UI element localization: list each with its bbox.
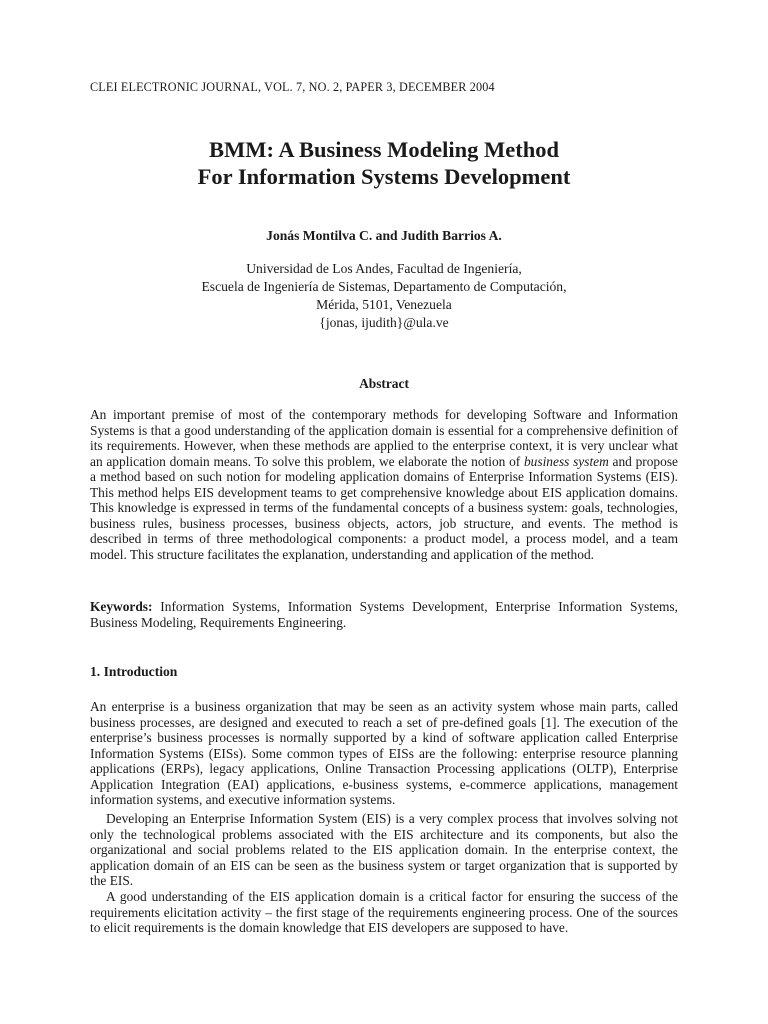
- intro-paragraph-1: An enterprise is a business organization that may be seen as an activity system whose main parts, called business processes, are designed and executed to reach a set of pre-defined goals [1]. The execution of the enterprise’s business processes is normally supported by a kind of software application called Enterprise Information Systems (EISs). Some common types of EISs are the following: enterprise resource planning applications (ERPs), legacy applications, Online Transaction Processing applications (OLTP), Enterprise Application Integration (EAI) applications, e-business systems, e-commerce applications, management information systems, and executive information systems.: [90, 699, 678, 807]
- paper-title-line-1: BMM: A Business Modeling Method: [208, 137, 560, 162]
- abstract-text-before: An important premise of most of the contemporary methods for developing Software and Information Systems is that a good understanding of the application domain is essential for a comprehensive definition of its requirements. However, when these methods are applied to the enterprise context, it is very unclear what an application domain means. To solve this problem, we elaborate the notion of: [90, 407, 678, 469]
- section-heading-introduction: 1. Introduction: [90, 664, 178, 679]
- abstract-body: [90, 407, 678, 562]
- intro-paragraph-3: A good understanding of the EIS application domain is a critical factor for ensuring the success of the requirements elicitation activity – the first stage of the requirements engineering process. One of the sources to elicit requirements is the domain knowledge that EIS developers are supposed to have.: [90, 889, 678, 935]
- affiliation-line-1: Universidad de Los Andes, Facultad de Ingeniería,: [246, 261, 522, 276]
- affiliation-line-2: Escuela de Ingeniería de Sistemas, Departamento de Computación,: [201, 279, 567, 294]
- intro-paragraph-2: Developing an Enterprise Information System (EIS) is a very complex process that involves solving not only the technological problems associated with the EIS architecture and its components, but also the organizational and social problems related to the EIS application domain. In the enterprise context, the application domain of an EIS can be seen as the business system or target organization that is supported by the EIS.: [90, 811, 678, 888]
- author-emails: {jonas, ijudith}@ula.ve: [319, 315, 449, 330]
- keywords-section: [90, 599, 678, 630]
- journal-header: CLEI ELECTRONIC JOURNAL, VOL. 7, NO. 2, PAPER 3, DECEMBER 2004: [90, 80, 495, 94]
- abstract-text-after: and propose a method based on such notion for modeling application domains of Enterprise Information Systems (EIS). This method helps EIS development teams to get comprehensive knowledge about EIS application domains. This knowledge is expressed in terms of the fundamental concepts of a business system: goals, technologies, business rules, business processes, business objects, actors, job structure, and events. The method is described in terms of three methodological components: a product model, a process model, and a team model. This structure facilitates the explanation, understanding and application of the method.: [90, 453, 678, 562]
- authors: Jonás Montilva C. and Judith Barrios A.: [266, 228, 502, 243]
- keywords-text: Information Systems, Information Systems Development, Enterprise Information Systems, Business Modeling, Requirements Engineering.: [90, 599, 678, 630]
- abstract-italic-term: business system: [523, 453, 609, 469]
- affiliation-line-3: Mérida, 5101, Venezuela: [316, 297, 452, 312]
- keywords-label: Keywords:: [90, 599, 153, 614]
- paper-title-line-2: For Information Systems Development: [197, 164, 571, 189]
- abstract-heading: Abstract: [359, 376, 409, 391]
